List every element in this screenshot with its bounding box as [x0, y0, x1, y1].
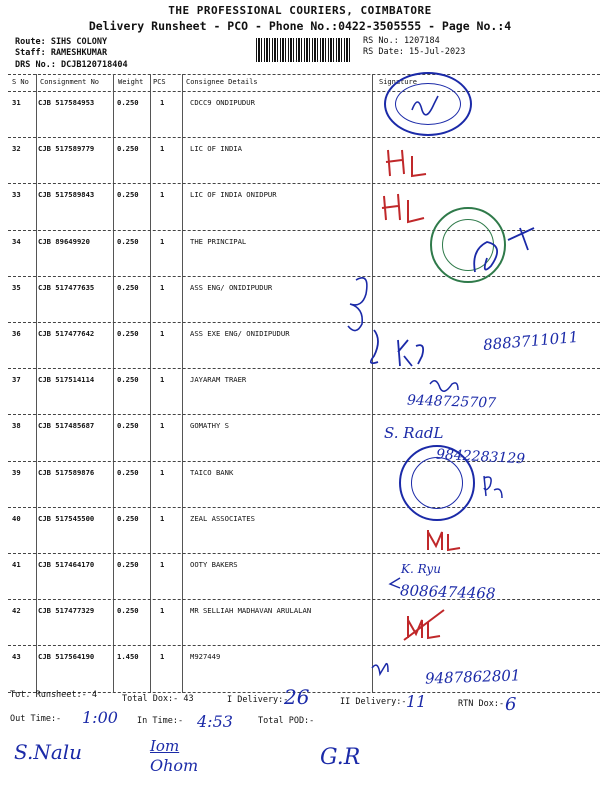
row-sno: 38: [12, 421, 21, 431]
row-sno: 36: [12, 329, 21, 338]
row-consignment-no: CJB 517589876: [38, 467, 95, 477]
row-consignment-no: CJB 517464170: [38, 560, 95, 569]
row-consignee: CDCC9 ONDIPUDUR: [190, 98, 255, 107]
row-weight: 1.450: [117, 652, 139, 662]
row-weight: 0.250: [117, 236, 139, 246]
row-consignee: THE PRINCIPAL: [190, 236, 247, 246]
row-consignment-no: CJB 517564190: [38, 652, 95, 662]
col-sno: S No: [12, 78, 29, 86]
row-consignment-no: CJB 517584953: [38, 98, 95, 107]
row-weight: 0.250: [117, 467, 139, 477]
row-weight: 0.250: [117, 190, 139, 200]
signature-36: [371, 330, 423, 366]
row-pcs: 1: [160, 98, 165, 107]
in-time-label: In Time:-: [137, 716, 184, 726]
row-consignment-no: CJB 517545500: [38, 513, 95, 523]
row-weight: 0.250: [117, 144, 139, 154]
row-consignment-no: CJB 517477635: [38, 282, 95, 292]
row-consignee: JAYARAM TRAER: [190, 375, 247, 385]
row-pcs: 1: [160, 421, 165, 431]
row-weight: 0.250: [117, 513, 139, 523]
row-weight: 0.250: [117, 98, 139, 107]
row-weight: 0.250: [117, 329, 139, 338]
header-line: [8, 74, 600, 75]
signature-32: [386, 150, 426, 176]
row-line: [8, 368, 600, 369]
row-consignee: ZEAL ASSOCIATES: [190, 513, 255, 523]
tot-runsheet: Tot. Runsheet:- 4: [10, 690, 97, 700]
row-sno: 35: [12, 282, 21, 292]
row-pcs: 1: [160, 606, 165, 616]
row-weight: 0.250: [117, 421, 139, 431]
signature-41: [390, 578, 400, 588]
row-pcs: 1: [160, 236, 165, 246]
row-line: [8, 553, 600, 554]
hw-rtn-dox: 6: [505, 694, 517, 715]
row-pcs: 1: [160, 329, 165, 338]
ii-delivery-label: II Delivery:-: [340, 697, 407, 707]
row-pcs: 1: [160, 513, 165, 523]
rtn-dox-label: RTN Dox:-: [458, 699, 505, 709]
hw-phone-38: 9842283129: [435, 446, 526, 468]
school-stamp: [430, 207, 506, 283]
row-line: [8, 599, 600, 600]
route-label: Route: SIHS COLONY: [15, 37, 108, 47]
company-title: THE PROFESSIONAL COURIERS, COIMBATORE: [168, 4, 432, 17]
sig-right: G.R: [320, 745, 361, 770]
hw-out-time: 1:00: [82, 708, 118, 727]
row-consignment-no: CJB 517477642: [38, 329, 95, 338]
row-consignment-no: CJB 517485687: [38, 421, 95, 431]
row-sno: 40: [12, 513, 21, 523]
row-line: [8, 137, 600, 138]
row-sno: 32: [12, 144, 21, 154]
row-pcs: 1: [160, 560, 165, 569]
row-pcs: 1: [160, 467, 165, 477]
hw-phone-37: 9448725707: [406, 392, 497, 412]
row-sno: 42: [12, 606, 21, 616]
signature-40: [428, 530, 460, 550]
row-pcs: 1: [160, 190, 165, 200]
row-pcs: 1: [160, 652, 165, 662]
signature-37: [430, 381, 458, 391]
row-pcs: 1: [160, 144, 165, 154]
staff-label: Staff: RAMESHKUMAR: [15, 48, 108, 58]
barcode: [256, 38, 352, 62]
row-consignment-no: CJB 517589779: [38, 144, 95, 154]
row-sno: 34: [12, 236, 21, 246]
row-consignment-no: CJB 517589843: [38, 190, 95, 200]
col-pcs: PCS: [153, 78, 166, 86]
hw-i-delivery: 26: [284, 685, 310, 709]
drs-number: DRS No.: DCJB120718404: [15, 60, 128, 70]
row-consignee: GOMATHY S: [190, 421, 229, 431]
row-consignment-no: CJB 89649920: [38, 236, 90, 246]
row-line: [8, 276, 600, 277]
row-line: [8, 414, 600, 415]
row-consignee: OOTY BAKERS: [190, 560, 238, 569]
row-consignee: ASS EXE ENG/ ONIDIPUDUR: [190, 329, 290, 338]
hw-phone-43: 9487862801: [424, 666, 521, 688]
row-consignee: LIC OF INDIA: [190, 144, 242, 154]
total-dox: Total Dox:- 43: [122, 694, 194, 704]
sig-mid-b: Ohom: [150, 756, 199, 775]
row-line: [8, 230, 600, 231]
signature-33: [382, 194, 424, 222]
signature-39: [484, 476, 502, 498]
col-consignee: Consignee Details: [186, 78, 258, 86]
row-line: [8, 645, 600, 646]
row-line: [8, 183, 600, 184]
row-sno: 37: [12, 375, 21, 385]
row-consignee: MR SELLIAH MADHAVAN ARULALAN: [190, 606, 312, 616]
row-consignee: LIC OF INDIA ONIDPUR: [190, 190, 277, 200]
sig-mid-a: Iom: [150, 737, 180, 755]
row-weight: 0.250: [117, 560, 139, 569]
hw-in-time: 4:53: [197, 712, 233, 731]
signature-42: [404, 610, 444, 640]
row-sno: 43: [12, 652, 21, 662]
row-line: [8, 507, 600, 508]
col-signature: Signature: [379, 78, 417, 86]
row-sno: 39: [12, 467, 21, 477]
signature-43: [372, 664, 388, 674]
out-time-label: Out Time:-: [10, 714, 62, 724]
rs-number: RS No.: 1207184: [363, 36, 440, 46]
hw-ii-delivery: 11: [406, 692, 427, 711]
col-weight: Weight: [118, 78, 144, 86]
row-sno: 41: [12, 560, 21, 569]
row-pcs: 1: [160, 282, 165, 292]
row-consignment-no: CJB 517514114: [38, 375, 95, 385]
total-pod-label: Total POD:-: [258, 716, 315, 726]
i-delivery-label: I Delivery:-: [227, 695, 289, 705]
row-weight: 0.250: [117, 282, 139, 292]
col-consignment: Consignment No: [40, 78, 100, 86]
row-consignee: ASS ENG/ ONIDIPUDUR: [190, 282, 273, 292]
sig-left: S.Nalu: [14, 740, 83, 764]
rs-date: RS Date: 15-Jul-2023: [363, 47, 466, 57]
hw-phone-36: 8883711011: [482, 327, 580, 355]
runsheet-subtitle: Delivery Runsheet - PCO - Phone No.:0422-3505555 - Page No.:4: [88, 19, 512, 33]
hw-k-ryu: K. Ryu: [401, 562, 441, 576]
row-pcs: 1: [160, 375, 165, 385]
row-sno: 33: [12, 190, 21, 200]
row-weight: 0.250: [117, 606, 139, 616]
header-line: [8, 91, 600, 92]
hw-phone-41: 8086474468: [399, 581, 496, 603]
row-weight: 0.250: [117, 375, 139, 385]
row-consignment-no: CJB 517477329: [38, 606, 95, 616]
row-consignee: TAICO BANK: [190, 467, 234, 477]
row-line: [8, 322, 600, 323]
row-consignee: M927449: [190, 652, 221, 662]
hw-s-radl: S. RadL: [384, 424, 444, 442]
cdcc-stamp: [384, 72, 472, 136]
row-sno: 31: [12, 98, 21, 107]
